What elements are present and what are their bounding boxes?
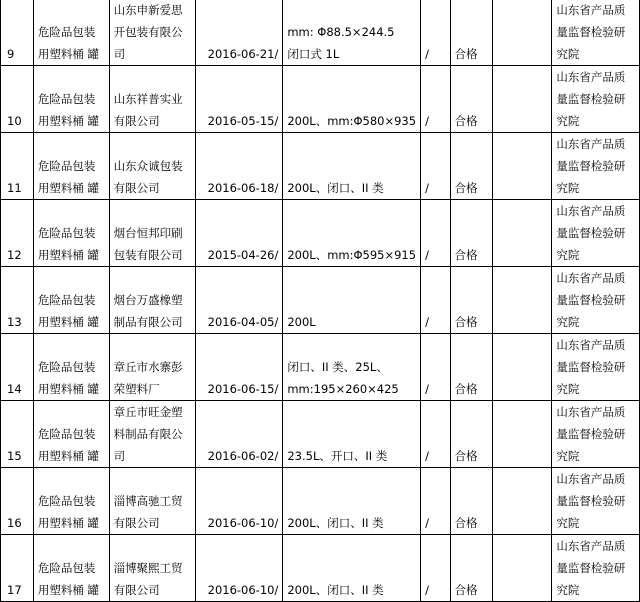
row-number-cell [1, 334, 34, 401]
brand-text: / [425, 248, 429, 262]
inspection-org-cell [552, 133, 640, 200]
spec-model-cell [283, 0, 421, 66]
production-date-text: 2016-06-10/ [207, 583, 279, 597]
manufacturer-line: 开包装有限公 [113, 25, 183, 39]
inspection-org-line: 究院 [556, 248, 580, 262]
row-number-text: 11 [7, 181, 22, 195]
result-text: 合格 [454, 315, 478, 329]
table-row [1, 468, 640, 535]
table-row [1, 200, 640, 267]
manufacturer-line: 司 [113, 449, 126, 463]
brand-cell [421, 133, 450, 200]
spec-model-line: 200L、闭口、II 类 [287, 583, 384, 597]
brand-cell [421, 0, 450, 66]
product-name-line: 用塑料桶 罐 [37, 382, 99, 396]
manufacturer-line: 烟台恒邦印刷 [113, 226, 183, 240]
product-name-cell [33, 535, 109, 602]
brand-cell [421, 267, 450, 334]
manufacturer-cell [109, 66, 195, 133]
row-number-cell [1, 133, 34, 200]
inspection-org-cell [552, 200, 640, 267]
brand-text: / [425, 315, 429, 329]
result-cell [450, 535, 493, 602]
result-text: 合格 [454, 248, 478, 262]
row-number-text: 9 [7, 47, 15, 61]
result-text: 合格 [454, 516, 478, 530]
result-cell [450, 133, 493, 200]
product-name-line: 用塑料桶 罐 [37, 583, 99, 597]
product-name-line: 用塑料桶 罐 [37, 248, 99, 262]
brand-cell [421, 334, 450, 401]
inspection-org-line: 山东省产品质 [556, 539, 626, 553]
inspection-org-line: 究院 [556, 181, 580, 195]
inspection-org-cell [552, 66, 640, 133]
inspection-org-line: 量监督检验研 [556, 293, 626, 307]
inspection-org-line: 量监督检验研 [556, 494, 626, 508]
empty-cell [493, 401, 552, 468]
manufacturer-line: 淄博高驰工贸 [113, 494, 183, 508]
production-date-cell [195, 468, 283, 535]
inspection-org-cell [552, 0, 640, 66]
product-name-line: 危险品包装 [37, 25, 96, 39]
inspection-org-line: 山东省产品质 [556, 137, 626, 151]
product-name-cell [33, 334, 109, 401]
product-name-line: 用塑料桶 罐 [37, 181, 99, 195]
row-number-text: 10 [7, 114, 22, 128]
empty-cell [493, 133, 552, 200]
production-date-text: 2016-06-18/ [207, 181, 279, 195]
inspection-org-line: 山东省产品质 [556, 204, 626, 218]
production-date-text: 2016-06-15/ [207, 382, 279, 396]
manufacturer-cell [109, 468, 195, 535]
production-date-text: 2016-06-10/ [207, 516, 279, 530]
empty-cell [493, 0, 552, 66]
product-name-line: 危险品包装 [37, 561, 96, 575]
row-number-text: 17 [7, 583, 22, 597]
product-name-cell [33, 0, 109, 66]
result-cell [450, 267, 493, 334]
brand-text: / [425, 181, 429, 195]
production-date-cell [195, 535, 283, 602]
table-row [1, 0, 640, 66]
manufacturer-line: 章丘市旺金塑 [113, 405, 183, 419]
empty-cell [493, 66, 552, 133]
result-text: 合格 [454, 47, 478, 61]
inspection-org-line: 山东省产品质 [556, 70, 626, 84]
brand-cell [421, 535, 450, 602]
production-date-text: 2015-04-26/ [207, 248, 279, 262]
manufacturer-line: 有限公司 [113, 181, 160, 195]
result-text: 合格 [454, 114, 478, 128]
manufacturer-line: 包装有限公司 [113, 248, 183, 262]
spec-model-cell [283, 535, 421, 602]
inspection-org-cell [552, 267, 640, 334]
product-name-line: 危险品包装 [37, 427, 96, 441]
production-date-cell [195, 401, 283, 468]
spec-model-cell [283, 468, 421, 535]
production-date-text: 2016-04-05/ [207, 315, 279, 329]
result-cell [450, 401, 493, 468]
row-number-cell [1, 401, 34, 468]
result-cell [450, 334, 493, 401]
brand-text: / [425, 516, 429, 530]
production-date-text: 2016-06-21/ [207, 47, 279, 61]
product-name-line: 用塑料桶 罐 [37, 114, 99, 128]
result-cell [450, 200, 493, 267]
table-row [1, 535, 640, 602]
inspection-org-line: 究院 [556, 315, 580, 329]
table-row [1, 401, 640, 468]
product-name-cell [33, 66, 109, 133]
row-number-cell [1, 468, 34, 535]
manufacturer-line: 淄博聚熙工贸 [113, 561, 183, 575]
brand-text: / [425, 382, 429, 396]
spec-model-line: 200L、闭口、II 类 [287, 181, 384, 195]
manufacturer-cell [109, 334, 195, 401]
empty-cell [493, 468, 552, 535]
manufacturer-cell [109, 200, 195, 267]
result-text: 合格 [454, 449, 478, 463]
brand-text: / [425, 114, 429, 128]
manufacturer-line: 有限公司 [113, 114, 160, 128]
production-date-text: 2016-05-15/ [207, 114, 279, 128]
inspection-org-line: 山东省产品质 [556, 472, 626, 486]
product-name-cell [33, 267, 109, 334]
manufacturer-cell [109, 0, 195, 66]
inspection-org-line: 量监督检验研 [556, 360, 626, 374]
spec-model-line: 闭口、II 类、25L、 [287, 360, 388, 374]
manufacturer-line: 山东祥普实业 [113, 92, 183, 106]
inspection-org-line: 量监督检验研 [556, 226, 626, 240]
inspection-org-line: 究院 [556, 449, 580, 463]
row-number-cell [1, 535, 34, 602]
spec-model-line: 200L、mm:Φ580×935 [287, 114, 417, 128]
manufacturer-line: 制品有限公司 [113, 315, 183, 329]
inspection-org-line: 山东省产品质 [556, 271, 626, 285]
inspection-org-line: 量监督检验研 [556, 561, 626, 575]
table-row [1, 133, 640, 200]
production-date-cell [195, 200, 283, 267]
spec-model-cell [283, 66, 421, 133]
result-cell [450, 0, 493, 66]
spec-model-line: mm:195×260×425 [287, 382, 399, 396]
row-number-text: 14 [7, 382, 22, 396]
production-date-text: 2016-06-02/ [207, 449, 279, 463]
manufacturer-line: 料制品有限公 [113, 427, 183, 441]
inspection-org-line: 山东省产品质 [556, 405, 626, 419]
row-number-cell [1, 267, 34, 334]
inspection-org-cell [552, 535, 640, 602]
result-text: 合格 [454, 583, 478, 597]
inspection-org-line: 量监督检验研 [556, 159, 626, 173]
table-body [1, 0, 640, 602]
spec-model-line: 200L [287, 315, 316, 329]
row-number-text: 16 [7, 516, 22, 530]
empty-cell [493, 535, 552, 602]
row-number-cell [1, 66, 34, 133]
inspection-org-line: 究院 [556, 382, 580, 396]
inspection-org-line: 究院 [556, 47, 580, 61]
brand-cell [421, 200, 450, 267]
manufacturer-line: 荣塑料厂 [113, 382, 160, 396]
product-name-line: 用塑料桶 罐 [37, 47, 99, 61]
row-number-cell [1, 0, 34, 66]
manufacturer-line: 有限公司 [113, 516, 160, 530]
brand-text: / [425, 449, 429, 463]
product-name-line: 危险品包装 [37, 159, 96, 173]
manufacturer-cell [109, 401, 195, 468]
spec-model-cell [283, 200, 421, 267]
product-name-line: 用塑料桶 罐 [37, 516, 99, 530]
production-date-cell [195, 334, 283, 401]
manufacturer-cell [109, 267, 195, 334]
inspection-org-line: 究院 [556, 516, 580, 530]
inspection-org-line: 量监督检验研 [556, 92, 626, 106]
spec-model-line: 200L、mm:Φ595×915 [287, 248, 417, 262]
product-name-line: 危险品包装 [37, 494, 96, 508]
product-name-line: 用塑料桶 罐 [37, 449, 99, 463]
spec-model-cell [283, 133, 421, 200]
result-text: 合格 [454, 382, 478, 396]
inspection-org-line: 究院 [556, 114, 580, 128]
spec-model-cell [283, 334, 421, 401]
result-cell [450, 66, 493, 133]
spec-model-cell [283, 267, 421, 334]
result-text: 合格 [454, 181, 478, 195]
row-number-text: 13 [7, 315, 22, 329]
manufacturer-line: 司 [113, 47, 126, 61]
empty-cell [493, 267, 552, 334]
spec-model-line: mm: Φ88.5×244.5 [287, 25, 395, 39]
table-row [1, 66, 640, 133]
result-cell [450, 468, 493, 535]
row-number-text: 15 [7, 449, 22, 463]
product-name-cell [33, 468, 109, 535]
spec-model-line: 200L、闭口、II 类 [287, 516, 384, 530]
inspection-org-line: 究院 [556, 583, 580, 597]
manufacturer-line: 山东申新爱思 [113, 3, 183, 17]
inspection-org-line: 量监督检验研 [556, 427, 626, 441]
empty-cell [493, 200, 552, 267]
brand-text: / [425, 47, 429, 61]
inspection-org-line: 山东省产品质 [556, 3, 626, 17]
inspection-org-cell [552, 334, 640, 401]
manufacturer-line: 章丘市水寨彭 [113, 360, 183, 374]
product-name-cell [33, 401, 109, 468]
spec-model-line: 闭口式 1L [287, 47, 340, 61]
empty-cell [493, 334, 552, 401]
product-name-line: 危险品包装 [37, 92, 96, 106]
product-name-line: 危险品包装 [37, 360, 96, 374]
production-date-cell [195, 66, 283, 133]
inspection-org-line: 量监督检验研 [556, 25, 626, 39]
production-date-cell [195, 267, 283, 334]
brand-text: / [425, 583, 429, 597]
product-name-line: 危险品包装 [37, 226, 96, 240]
row-number-cell [1, 200, 34, 267]
table-row [1, 267, 640, 334]
inspection-org-cell [552, 401, 640, 468]
brand-cell [421, 66, 450, 133]
production-date-cell [195, 133, 283, 200]
inspection-org-line: 山东省产品质 [556, 338, 626, 352]
spec-model-cell [283, 401, 421, 468]
product-name-line: 危险品包装 [37, 293, 96, 307]
brand-cell [421, 468, 450, 535]
manufacturer-line: 烟台万盛橡塑 [113, 293, 183, 307]
table-row [1, 334, 640, 401]
spec-model-line: 23.5L、开口、II 类 [287, 449, 388, 463]
product-name-cell [33, 133, 109, 200]
manufacturer-line: 山东众诚包装 [113, 159, 183, 173]
product-name-line: 用塑料桶 罐 [37, 315, 99, 329]
production-date-cell [195, 0, 283, 66]
inspection-org-cell [552, 468, 640, 535]
manufacturer-cell [109, 535, 195, 602]
product-name-cell [33, 200, 109, 267]
manufacturer-line: 有限公司 [113, 583, 160, 597]
brand-cell [421, 401, 450, 468]
row-number-text: 12 [7, 248, 22, 262]
manufacturer-cell [109, 133, 195, 200]
